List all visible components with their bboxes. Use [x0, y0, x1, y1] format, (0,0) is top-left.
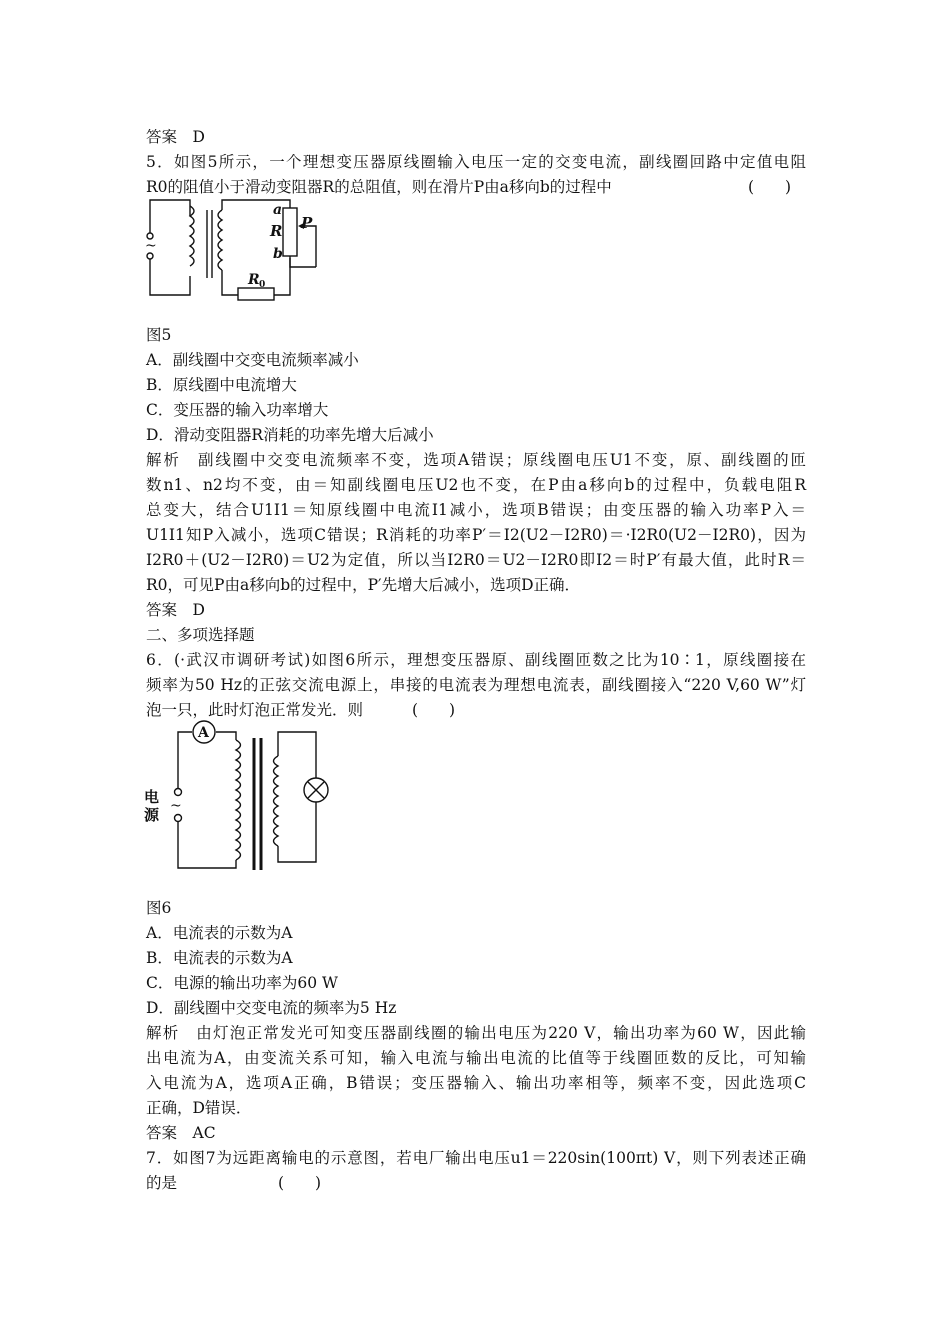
section-heading: 二、多项选择题 — [146, 626, 255, 644]
q5-text-line2: R0的阻值小于滑动变阻器R的总阻值，则在滑片P由a移向b的过程中 — [146, 178, 612, 196]
q6-text-line3: 泡一只，此时灯泡正常发光．则 — [146, 701, 364, 719]
q5-option-b: B．原线圈中电流增大 — [146, 376, 297, 394]
label-R0-subscript: 0 — [259, 280, 266, 290]
figure-6-caption: 图6 — [146, 899, 172, 917]
answer-6: 答案 AC — [146, 1124, 216, 1142]
q6-option-c: C．电源的输出功率为60 W — [146, 974, 338, 992]
q6-text-line1: 6．(·武汉市调研考试)如图6所示，理想变压器原、副线圈匝数之比为10∶1，原线圈接在 — [146, 651, 806, 669]
source-label-1: 电 — [144, 788, 160, 806]
q6-option-a: A．电流表的示数为A — [146, 924, 293, 942]
q5-option-d: D．滑动变阻器R消耗的功率先增大后减小 — [146, 426, 434, 444]
ammeter-label: A — [198, 725, 209, 741]
q7-text-line1: 7．如图7为远距离输电的示意图，若电厂输出电压u1＝220sin(100πt) V，则下列表述正确 — [146, 1149, 806, 1167]
ac-source-symbol: ~ — [145, 238, 157, 254]
q6-option-d: D．副线圈中交变电流的频率为5 Hz — [146, 999, 397, 1017]
q6-answer-paren: ( ) — [412, 701, 456, 719]
q5-text-line1: 5．如图5所示，一个理想变压器原线圈输入电压一定的交变电流，副线圈回路中定值电阻 — [146, 153, 806, 171]
figure-6-circuit — [140, 720, 340, 872]
q7-text-line2: 的是 — [146, 1174, 178, 1192]
label-a: a — [273, 202, 283, 218]
q5-option-c: C．变压器的输入功率增大 — [146, 401, 329, 419]
q6-text-line2: 频率为50 Hz的正弦交流电源上，串接的电流表为理想电流表，副线圈接入“220 V,60 W”灯 — [146, 676, 806, 694]
label-R0: R — [248, 272, 260, 288]
q6-analysis-line1: 解析 由灯泡正常发光可知变压器副线圈的输出电压为220 V，输出功率为60 W，因此输 — [146, 1024, 806, 1042]
q5-analysis-line4: U1I1知P入减小，选项C错误；R消耗的功率P′＝I2(U2－I2R0)＝·I2R0(U2－I2R0)，因为 — [146, 526, 806, 544]
figure-5-circuit — [140, 196, 340, 306]
q6-analysis-line4: 正确，D错误． — [146, 1099, 252, 1117]
label-b: b — [273, 246, 283, 262]
answer-5: 答案 D — [146, 601, 205, 619]
q5-analysis-line5: I2R0＋(U2－I2R0)＝U2为定值，所以当I2R0＝U2－I2R0即I2＝时P′有最大值，此时R＝ — [146, 551, 806, 569]
q7-answer-paren: ( ) — [278, 1174, 322, 1192]
q6-analysis-line3: 入电流为A，选项A正确，B错误；变压器输入、输出功率相等，频率不变，因此选项C — [146, 1074, 806, 1092]
q5-analysis-line3: 总变大，结合U1I1＝知原线圈中电流I1减小，选项B错误；由变压器的输入功率P入＝ — [146, 501, 806, 519]
q5-analysis-line1: 解析 副线圈中交变电流频率不变，选项A错误；原线圈电压U1不变，原、副线圈的匝 — [146, 451, 806, 469]
source-label-2: 源 — [144, 806, 160, 824]
q5-analysis-line2: 数n1、n2均不变，由＝知副线圈电压U2也不变，在P由a移向b的过程中，负载电阻R — [146, 476, 806, 494]
q6-option-b: B．电流表的示数为A — [146, 949, 293, 967]
label-P: P — [301, 214, 313, 232]
figure-5-caption: 图5 — [146, 326, 172, 344]
q6-analysis-line2: 出电流为A，由变流关系可知，输入电流与输出电流的比值等于线圈匝数的反比，可知输 — [146, 1049, 806, 1067]
ac-source-symbol: ~ — [170, 798, 182, 814]
label-R: R — [270, 222, 283, 240]
q5-answer-paren: ( ) — [748, 178, 792, 196]
q5-option-a: A．副线圈中交变电流频率减小 — [146, 351, 359, 369]
q5-analysis-line6: R0，可见P由a移向b的过程中，P′先增大后减小，选项D正确． — [146, 576, 581, 594]
answer-4: 答案 D — [146, 128, 205, 146]
